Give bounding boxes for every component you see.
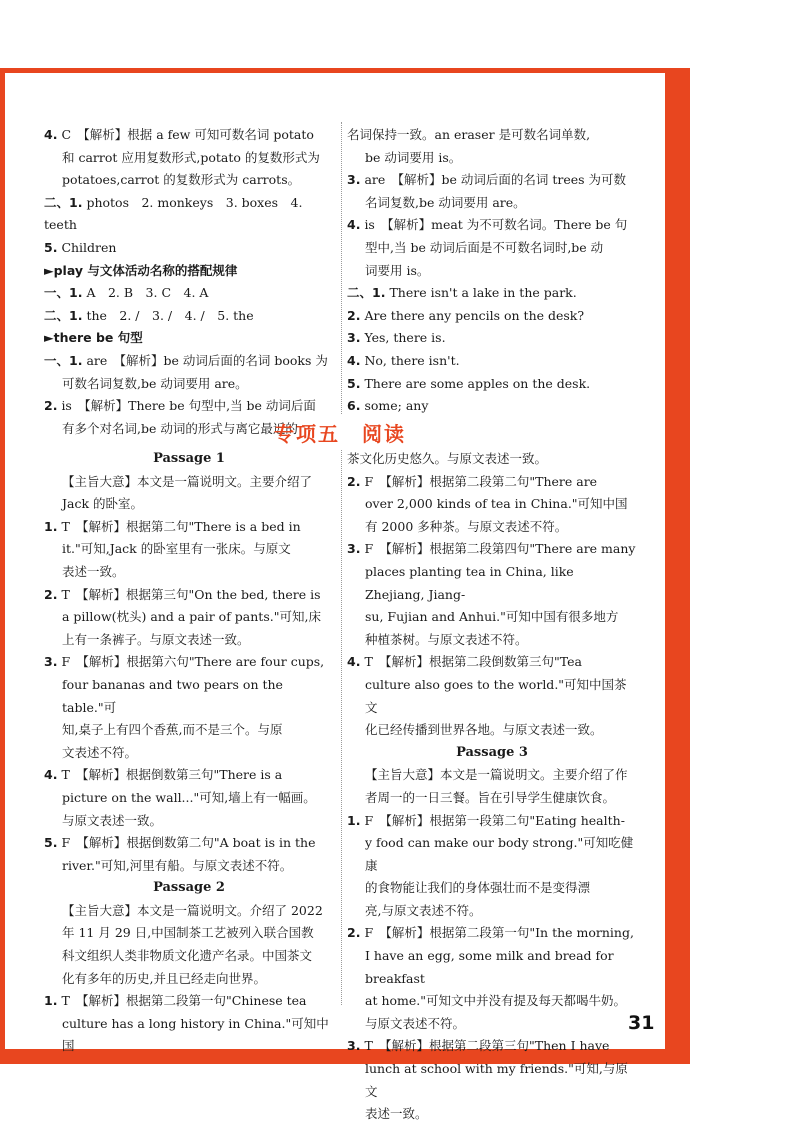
answer-text: A 2. B 3. C 4. A [86,285,209,301]
answer-line [44,493,334,516]
answer-text: F 【解析】根据第六句"There are four cups, [61,654,325,670]
answer-line [44,516,334,539]
answer-text: T 【解析】根据第二段第一句"Chinese tea [61,993,307,1009]
answer-line [347,305,637,328]
answer-line [44,282,334,305]
answer-line [44,1013,334,1058]
answer-text: Yes, there is. [364,330,446,346]
topic-heading: ►play 与文体活动名称的搭配规律 [44,262,238,278]
answer-line [44,674,334,719]
answer-text: at home."可知文中并没有提及每天都喝牛奶。 [365,993,626,1009]
answer-text: is 【解析】There be 句型中,当 be 动词后面 [61,398,316,414]
answer-line [347,561,637,606]
answer-line [44,945,334,968]
answer-line [44,764,334,787]
answer-text: 【主旨大意】本文是一篇说明文。介绍了 2022 [62,902,323,918]
answer-line [44,855,334,878]
answer-line [347,810,637,833]
answer-line [44,651,334,674]
answer-text: 知,桌子上有四个香蕉,而不是三个。与原 [62,722,283,738]
answer-text: F 【解析】根据第一段第二句"Eating health- [364,812,625,828]
item-number: 3. [44,654,58,670]
answer-line [44,584,334,607]
answer-line [347,327,637,350]
answer-line [347,764,637,787]
answer-line [44,742,334,765]
topic-heading: ►there be 句型 [44,330,143,346]
item-number: 3. [347,172,361,188]
answer-text: 上有一条裤子。与原文表述一致。 [62,631,250,647]
answer-line [347,471,637,494]
answer-line [44,787,334,810]
answer-line [44,147,334,170]
answers-column-bottom-left [44,448,334,1058]
answer-line [347,493,637,516]
answer-line [44,719,334,742]
passage-heading [44,877,334,900]
answer-text: potatoes,carrot 的复数形式为 carrots。 [62,172,301,188]
item-number: 4. [44,767,58,783]
answer-text: T 【解析】根据第二句"There is a bed in [61,518,301,534]
answer-text: 年 11 月 29 日,中国制茶工艺被列入联合国教 [62,925,314,941]
answer-line [347,945,637,990]
answer-text: is 【解析】meat 为不可数名词。There be 句 [364,217,628,233]
answer-line [44,968,334,991]
item-number: 一、1. [44,285,83,301]
answer-line [347,124,637,147]
answer-text: 名词复数,be 动词要用 are。 [365,194,526,210]
answer-line [347,1013,637,1036]
answer-text: 茶文化历史悠久。与原文表述一致。 [347,451,548,466]
item-number: 4. [347,352,361,368]
column-divider [341,122,342,414]
answer-line [44,471,334,494]
answer-line [347,1035,637,1058]
answer-text: 有 2000 多种茶。与原文表述不符。 [365,518,568,534]
item-number: 5. [347,375,361,391]
answer-text: Children [61,239,117,255]
answer-text: 化已经传播到世界各地。与原文表述一致。 [365,722,603,738]
answer-text: 亮,与原文表述不符。 [365,902,482,918]
answer-line [347,448,637,471]
answer-text: are 【解析】be 动词后面的名词 books 为 [86,352,328,368]
answer-text: 种植茶树。与原文表述不符。 [365,631,528,647]
answer-text: F 【解析】根据第二段第二句"There are [364,473,598,489]
section-title: 专项五 阅读 [274,422,406,446]
answer-line [44,192,334,237]
answer-text: There are some apples on the desk. [364,375,591,391]
answer-text: 与原文表述不符。 [365,1015,466,1031]
passage-heading-text: Passage 3 [456,744,528,760]
answer-line [44,237,334,260]
answer-text: 和 carrot 应用复数形式,potato 的复数形式为 [62,149,320,165]
answer-text: the 2. / 3. / 4. / 5. the [86,307,254,323]
item-number: 二、1. [347,285,386,301]
answer-text: river."可知,河里有船。与原文表述不符。 [62,857,293,873]
answer-text: T 【解析】根据第二段第三句"Then I have [364,1038,610,1054]
answer-line [347,147,637,170]
item-number: 3. [347,541,361,557]
answer-text: over 2,000 kinds of tea in China."可知中国 [365,496,628,512]
item-number: 2. [44,586,58,602]
answer-line [347,373,637,396]
answer-line [347,651,637,674]
answer-line [44,395,334,418]
answer-text: places planting tea in China, like Zhejiang, Jiang- [365,563,574,602]
answer-line [347,1058,637,1103]
answer-line [347,990,637,1013]
answer-text: No, there isn't. [364,352,460,368]
item-number: 6. [347,398,361,414]
item-number: 二、1. [44,307,83,323]
answer-line [44,327,334,350]
item-number: 4. [44,127,58,142]
answer-text: F 【解析】根据第二段第一句"In the morning, [364,925,634,941]
passage-heading-text: Passage 2 [153,880,225,896]
answer-line [44,350,334,373]
answer-line [44,169,334,192]
answer-text: There isn't a lake in the park. [389,285,577,301]
answers-column-top-left [44,124,334,440]
answer-line [347,606,637,629]
answer-text: Are there any pencils on the desk? [364,307,585,323]
passage-heading-text: Passage 1 [153,451,225,466]
answer-text: 型中,当 be 动词后面是不可数名词时,be 动 [365,239,604,255]
answer-line [347,169,637,192]
answer-line [347,395,637,418]
item-number: 2. [347,925,361,941]
answer-line [347,629,637,652]
answer-text: lunch at school with my friends."可知,与原文 [365,1061,628,1099]
answers-column-top-right [347,124,637,418]
right-margin [690,0,800,1130]
answer-line [44,305,334,328]
passage-heading [44,448,334,471]
answer-text: 科文组织人类非物质文化遗产名录。中国茶文 [62,948,313,964]
answer-line [347,674,637,719]
answer-line [44,832,334,855]
item-number: 5. [44,835,58,851]
answer-text: Jack 的卧室。 [62,496,144,512]
item-number: 二、1. [44,194,83,210]
answer-text: 表述一致。 [365,1106,428,1122]
answer-line [44,606,334,629]
answer-text: su, Fujian and Anhui."可知中国有很多地方 [365,609,619,625]
item-number: 3. [347,1038,361,1054]
answer-text: 【主旨大意】本文是一篇说明文。主要介绍了 [62,473,313,489]
answer-text: y food can make our body strong."可知吃健康 [365,835,634,873]
answer-line [44,373,334,396]
answer-line [347,192,637,215]
item-number: 5. [44,239,58,255]
answer-text: T 【解析】根据第二段倒数第三句"Tea [364,654,582,670]
answer-text: C 【解析】根据 a few 可知可数名词 potato [61,127,314,142]
item-number: 2. [44,398,58,414]
answer-text: it."可知,Jack 的卧室里有一张床。与原文 [62,541,291,557]
answer-line [347,260,637,283]
answer-text: 化有多年的历史,并且已经走向世界。 [62,970,266,986]
answer-line [44,922,334,945]
answer-text: 文表述不符。 [62,744,138,760]
answer-line [347,214,637,237]
answer-line [347,900,637,923]
answer-line [347,237,637,260]
answer-line [347,719,637,742]
answer-text: culture has a long history in China."可知中国 [62,1015,329,1054]
answer-text: T 【解析】根据倒数第三句"There is a [61,767,283,783]
column-divider [341,450,342,1005]
answer-text: culture also goes to the world."可知中国茶文 [365,676,627,715]
answer-text: T 【解析】根据第三句"On the bed, there is [61,586,321,602]
answer-line [44,538,334,561]
answer-text: 可数名词复数,be 动词要用 are。 [62,375,248,391]
answer-line [347,350,637,373]
answer-line [347,516,637,539]
item-number: 4. [347,217,361,233]
answer-text: are 【解析】be 动词后面的名词 trees 为可数 [364,172,627,188]
answer-text: some; any [364,398,429,414]
answer-text: picture on the wall..."可知,墙上有一幅画。 [62,789,316,805]
answer-text: four bananas and two pears on the table."可 [62,676,283,715]
answer-text: 者周一的一日三餐。旨在引导学生健康饮食。 [365,789,616,805]
item-number: 3. [347,330,361,346]
passage-heading [347,742,637,765]
answer-line [44,629,334,652]
answer-line [347,922,637,945]
item-number: 4. [347,654,361,670]
item-number: 1. [44,993,58,1009]
item-number: 1. [44,518,58,534]
item-number: 一、1. [44,352,83,368]
answer-text: 名词保持一致。an eraser 是可数名词单数, [347,127,591,142]
answers-column-bottom-right [347,448,637,1126]
answer-line [44,990,334,1013]
answer-text: 表述一致。 [62,563,125,579]
answer-line [44,260,334,283]
answer-line [347,877,637,900]
answer-text: 有多个对名词,be 动词的形式与离它最近的 [62,420,298,436]
answer-text: I have an egg, some milk and bread for breakfast [365,948,614,986]
answer-text: photos 2. monkeys 3. boxes 4. teeth [44,194,303,233]
answer-text: 词要用 is。 [365,262,430,278]
answer-text: a pillow(枕头) and a pair of pants."可知,床 [62,609,321,625]
answer-line [347,1103,637,1126]
item-number: 2. [347,307,361,323]
answer-line [44,561,334,584]
answer-line [44,124,334,147]
answer-text: 的食物能让我们的身体强壮而不是变得漂 [365,880,591,896]
answer-text: be 动词要用 is。 [365,149,462,165]
answer-text: F 【解析】根据倒数第二句"A boat is in the [61,835,316,851]
item-number: 2. [347,473,361,489]
answer-line [347,538,637,561]
page-number: 31 [628,1012,655,1034]
answer-line [347,282,637,305]
top-margin [0,0,800,68]
answer-line [347,832,637,877]
answer-text: 【主旨大意】本文是一篇说明文。主要介绍了作 [365,767,628,783]
answer-line [44,810,334,833]
answer-line [347,787,637,810]
answer-line [44,900,334,923]
item-number: 1. [347,812,361,828]
answer-text: 与原文表述一致。 [62,812,163,828]
answer-text: F 【解析】根据第二段第四句"There are many [364,541,636,557]
